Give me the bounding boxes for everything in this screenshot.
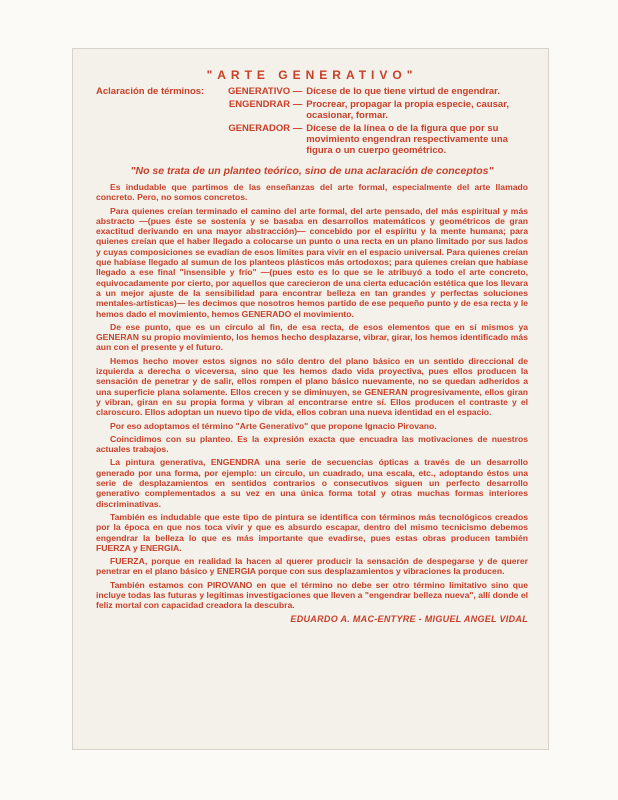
definition-text: Procrear, propagar la propia especie, causar, ocasionar, formar.	[306, 99, 509, 121]
body-paragraph: Para quienes creían terminado el camino del arte formal, del arte pensado, del más espiritual y más abstracto —(pues éste se sostenía y se basaba en desarrollos matemáticos y geométricos de gran exactitud derivando en una mayor abstracción)— concebido por el espíritu y la mente humana; para quienes creían que el haber llegado a colocarse un punto o una recta en un plano limitado por sus lados y cuyas composiciones se evadían de esos límites para vivir en el espacio universal. Para quienes creían que habíase llegado al sumun de los planteos plásticos más ortodoxos; para quienes creían que habíase llegado a ese final "insensible y frío" —(pues esto es lo que se le atribuyó a todo el arte concreto, equivocadamente por cierto, por aquellos que carecieron de una cierta educación estética que los llevara a un mejor ajuste de la sensibilidad para encontrar belleza en tan grandes y perfectas soluciones mentales-artísticas)— les decimos que nosotros hemos partido de ese pequeño punto y de esa recta y le hemos dado el movimiento, hemos GENERADO el movimiento.	[96, 205, 528, 319]
definition-row	[96, 86, 528, 99]
definition-text: Dícese de la línea o de la figura que por su movimiento engendran respectivamente una figura o un cuerpo geométrico.	[306, 123, 508, 156]
definitions-table	[96, 86, 528, 158]
body-paragraph: Por eso adoptamos el término "Arte Generativo" que propone Ignacio Pirovano.	[110, 420, 437, 431]
definition-row	[96, 123, 528, 158]
body-paragraph: También es indudable que este tipo de pintura se identifica con términos más tecnológicos creados por la época en que nos toca vivir y que es absurdo escapar, dentro del mismo tecnicismo debemos engendrar la belleza lo que es más importante que evadirse, pues estas obras producen también FUERZA y ENERGIA.	[96, 511, 528, 553]
definition-term: ENGENDRAR —	[228, 99, 303, 110]
definition-term: GENERATIVO —	[227, 86, 303, 97]
body-paragraph: De ese punto, que es un círculo al fin, de esa recta, de esos elementos que en sí mismos ya GENERAN su propio movimiento, los hemos hecho desplazarse, vibrar, girar, los hemos identificado más aun con el presente y el futuro.	[96, 321, 528, 353]
definition-text: Dícese de lo que tiene virtud de engendrar.	[306, 86, 500, 97]
body-paragraph: También estamos con PIROVANO en que el término no debe ser otro término limitativo sino que incluye todas las futuras y legítimas investigaciones que lleven a "engendrar belleza nueva", allí donde el feliz mortal con capacidad creadora la descubra.	[96, 579, 528, 611]
document-title: "ARTE GENERATIVO"	[206, 68, 418, 82]
definition-row	[96, 99, 528, 123]
body-paragraph: Hemos hecho mover estos signos no sólo dentro del plano básico en un sentido direccional de izquierda a derecha o viceversa, sino que les hemos dado vida proyectiva, pues ellos producen la sensación de penetrar y de salir, ellos rompen el plano básico nuevamente, no se quedan adheridos a una superficie plana solamente. Ellos crecen y se diminuyen, se GENERAN progresivamente, ellos giran y vibran, giran en su propia forma y vibran al encontrarse entre sí. Ellos producen el contraste y el claroscuro. Ellos adoptan un nuevo tipo de vida, ellos cobran una nueva identidad en el espacio.	[96, 355, 528, 418]
signature-line: EDUARDO A. MAC-ENTYRE - MIGUEL ANGEL VIDAL	[290, 613, 528, 624]
definitions-spacer	[96, 99, 204, 123]
document-subtitle: "No se trata de un planteo teórico, sino de una aclaración de conceptos"	[130, 165, 494, 177]
definitions-intro: Aclaración de términos:	[96, 86, 205, 97]
manifesto-content	[96, 62, 528, 624]
body-paragraph: Coincidimos con su planteo. Es la expresión exacta que encuadra las motivaciones de nuestros actuales trabajos.	[96, 433, 528, 455]
body-paragraph: FUERZA, porque en realidad la hacen al querer producir la sensación de despegarse y de querer penetrar en el plano básico y ENERGIA porque con sus desplazamientos y vibraciones la producen.	[96, 556, 528, 577]
body-paragraph: La pintura generativa, ENGENDRA una serie de secuencias ópticas a través de un desarrollo generado por una forma, por ejemplo: un círculo, un cuadrado, una escala, etc., adoptando éstos una serie de desplazamientos en sentidos contrarios o consecutivos siguen un perfecto desarrollo generativo complementados a su vez en una única forma total y otras muchas formas interiores discriminativas.	[96, 457, 528, 509]
definition-term: GENERADOR —	[228, 123, 303, 134]
body-paragraph: Es indudable que partimos de las enseñanzas del arte formal, especialmente del arte llamado concreto. Pero, no somos concretos.	[96, 182, 528, 203]
definitions-spacer	[96, 123, 204, 158]
